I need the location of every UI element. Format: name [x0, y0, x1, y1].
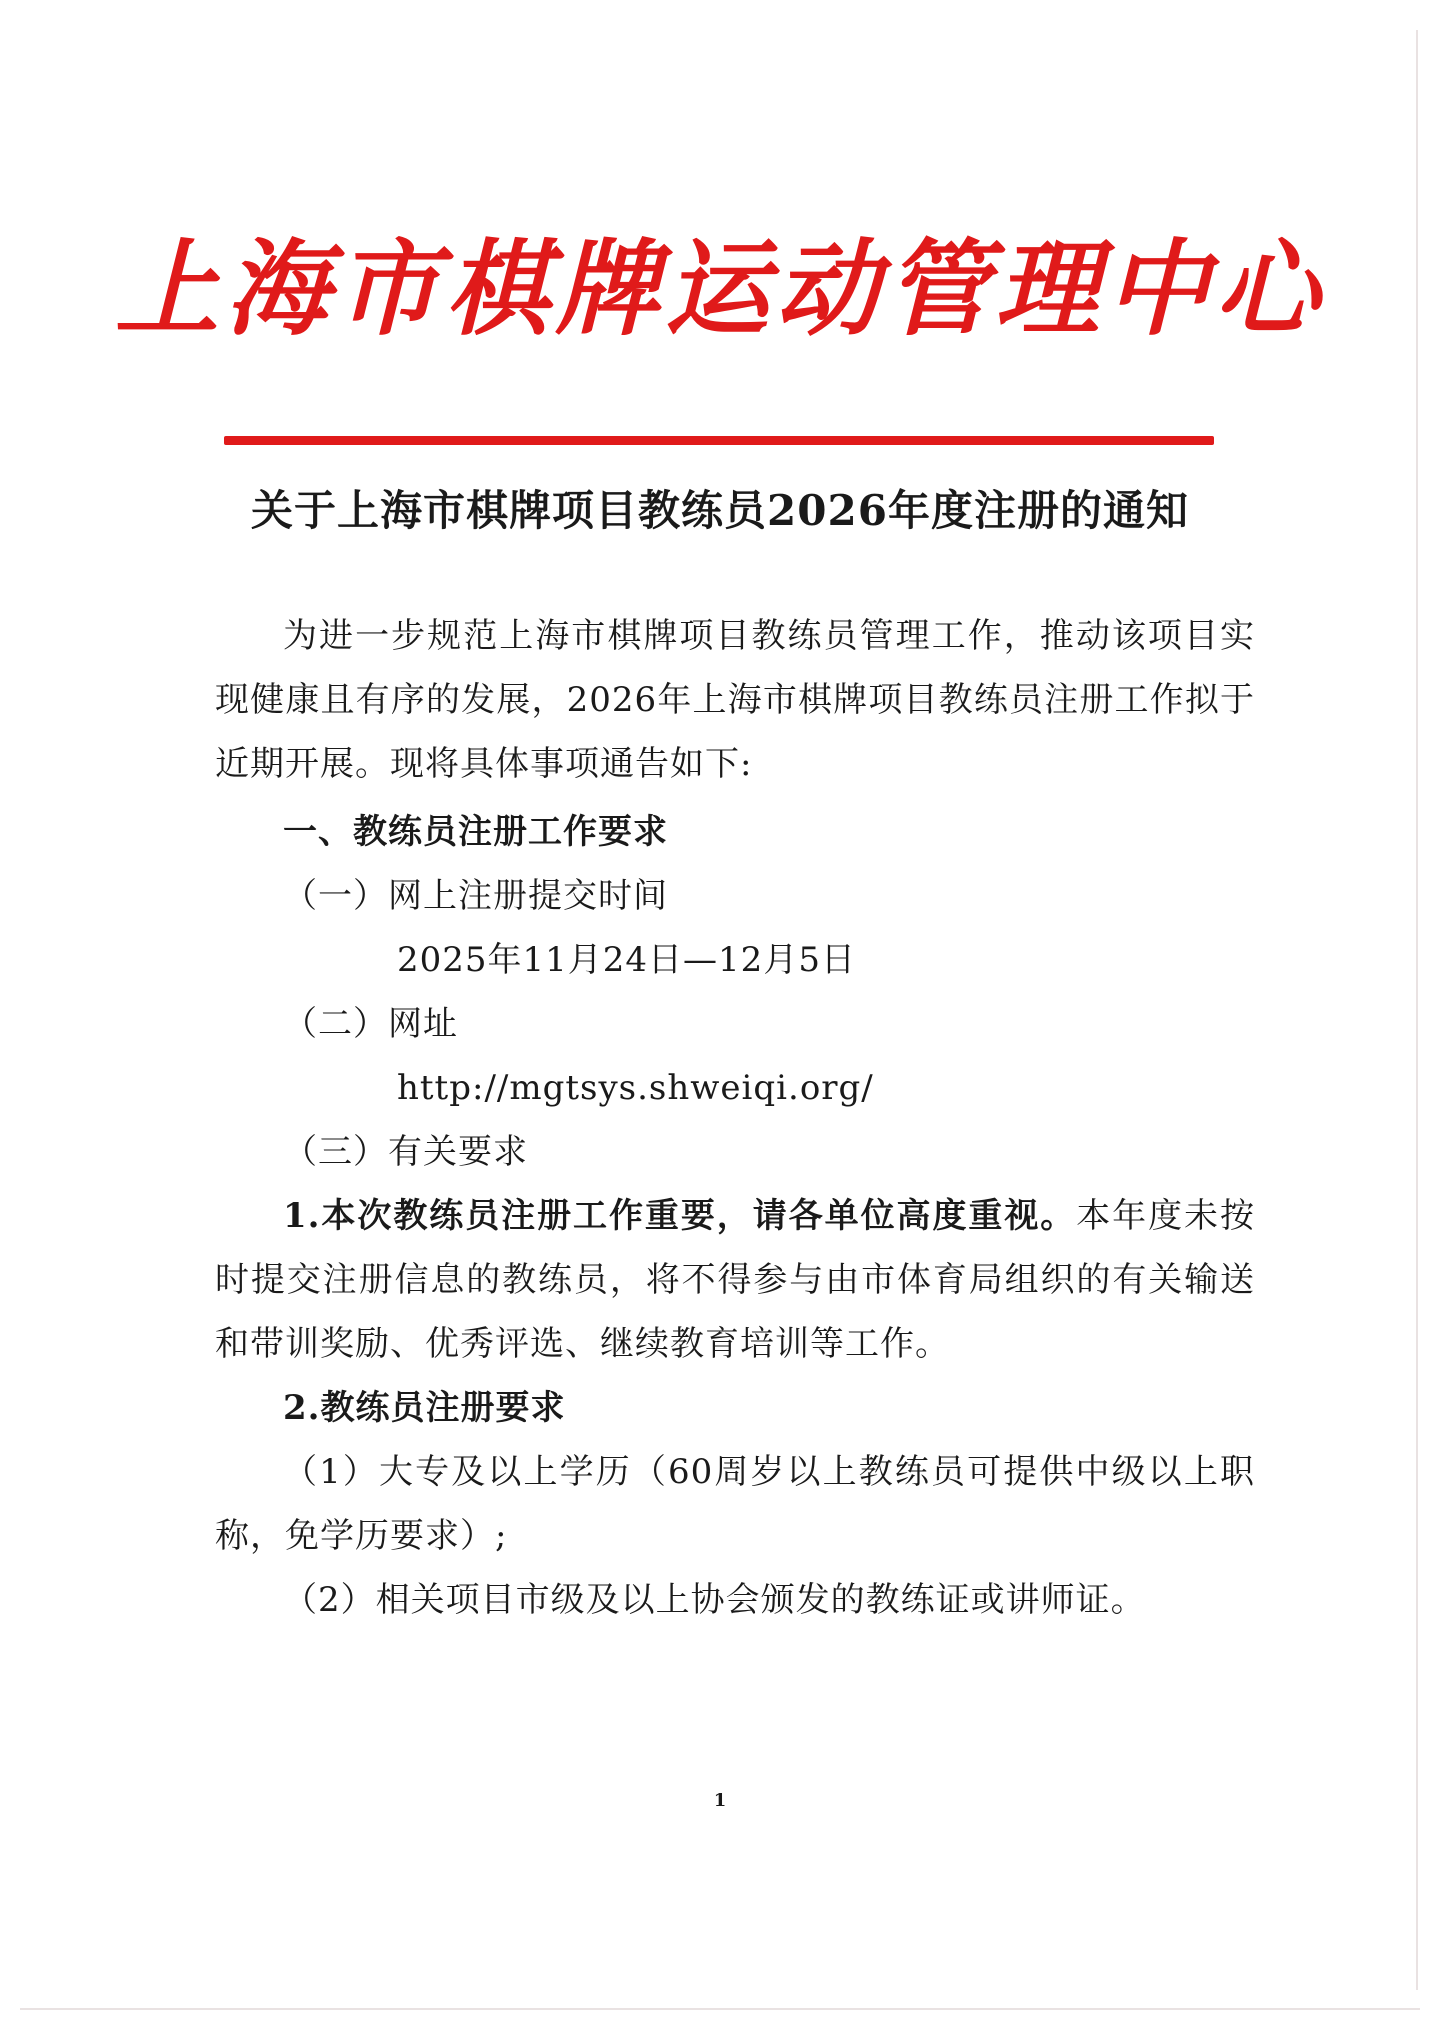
- subsection-3-heading: （三）有关要求: [283, 1132, 528, 1172]
- notice-title: 关于上海市棋牌项目教练员2026年度注册的通知: [251, 486, 1189, 535]
- intro-paragraph-block: [215, 604, 1255, 796]
- subsection-2-heading: （二）网址: [283, 1004, 458, 1044]
- page-number: 1: [713, 1790, 727, 1811]
- intro-paragraph: 为进一步规范上海市棋牌项目教练员管理工作，推动该项目实现健康且有序的发展，2026年上海市棋牌项目教练员注册工作拟于近期开展。现将具体事项通告如下:: [215, 616, 1255, 784]
- red-divider-rule: [224, 436, 1214, 445]
- requirement-1-block: [215, 1184, 1255, 1376]
- requirement-1-emphasis: 1.本次教练员注册工作重要，请各单位高度重视。: [283, 1196, 1077, 1236]
- page-edge-bottom: [20, 2008, 1420, 2010]
- requirement-2-item-1-block: [215, 1440, 1255, 1568]
- submission-period: 2025年11月24日—12月5日: [397, 940, 856, 980]
- page-edge-right: [1416, 30, 1418, 1990]
- requirement-1-paragraph: [215, 1184, 1255, 1376]
- section-heading: 一、教练员注册工作要求: [283, 812, 668, 852]
- registration-url: http://mgtsys.shweiqi.org/: [397, 1068, 874, 1108]
- requirement-1-text: 本年度未按时提交注册信息的教练员，将不得参与由市体育局组织的有关输送和带训奖励、优秀评选、继续教育培训等工作。: [215, 1196, 1256, 1364]
- requirement-2-item-1: （1）大专及以上学历（60周岁以上教练员可提供中级以上职称，免学历要求）;: [215, 1452, 1255, 1556]
- masthead-title: 上海市棋牌运动管理中心: [115, 228, 1326, 350]
- requirement-2-heading: 2.教练员注册要求: [283, 1388, 566, 1428]
- subsection-1-heading: （一）网上注册提交时间: [283, 876, 668, 916]
- requirement-2-item-2: （2）相关项目市级及以上协会颁发的教练证或讲师证。: [283, 1580, 1146, 1620]
